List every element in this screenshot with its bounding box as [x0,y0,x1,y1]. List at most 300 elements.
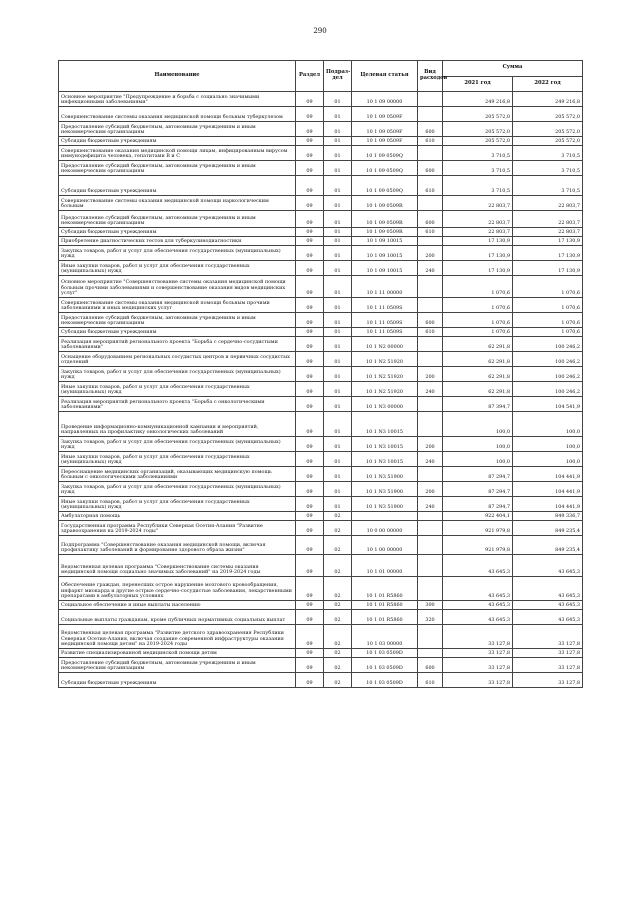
row-sum-2022: 205 572,0 [513,137,583,146]
row-sum-2022: 17 130,9 [513,237,583,246]
row-expense-type: 240 [418,261,443,276]
row-section: 09 [296,276,324,298]
row-subsection: 01 [324,276,352,298]
row-section: 09 [296,482,324,497]
row-section: 09 [296,658,324,673]
row-name: Предоставление субсидий бюджетным, автономным учреждениям и иным некоммерческим организациям [59,211,296,228]
row-sum-2021: 43 645,3 [443,577,513,601]
row-expense-type: 240 [418,452,443,467]
row-expense-type: 610 [418,228,443,237]
row-expense-type [418,555,443,577]
row-subsection: 01 [324,211,352,228]
row-target-article: 10 1 09 0509Q [352,161,418,176]
row-expense-type [418,298,443,313]
row-name: Субсидии бюджетным учреждениям [59,673,296,688]
row-subsection: 01 [324,437,352,452]
row-target-article: 10 1 09 10015 [352,237,418,246]
table-row [59,610,583,625]
row-expense-type: 240 [418,497,443,512]
table-row [59,92,583,107]
row-sum-2021: 62 291,8 [443,367,513,382]
row-sum-2021: 22 803,7 [443,211,513,228]
row-target-article: 10 1 09 0509R [352,228,418,237]
row-sum-2021: 87 294,7 [443,467,513,482]
row-expense-type [418,397,443,412]
table-row [59,328,583,337]
row-expense-type: 600 [418,161,443,176]
row-sum-2022: 33 127,8 [513,625,583,649]
header-year-2021: 2021 год [443,76,513,92]
table-row [59,497,583,512]
row-target-article: 10 1 09 0509F [352,137,418,146]
row-sum-2022: 33 127,8 [513,673,583,688]
row-subsection: 01 [324,382,352,397]
row-target-article: 10 1 03 00000 [352,625,418,649]
row-target-article: 10 1 N3 10015 [352,437,418,452]
row-target-article: 10 1 N3 51900 [352,482,418,497]
row-sum-2021: 1 070,6 [443,328,513,337]
row-target-article: 10 1 00 00000 [352,536,418,555]
row-target-article: 10 1 09 0509R [352,211,418,228]
table-row [59,467,583,482]
row-name: Основное мероприятие "Совершенствование системы оказания медицинской помощи больным прочими заболеваниями и совершенствование оказания видов медицинских услуг" [59,276,296,298]
row-section: 09 [296,261,324,276]
row-target-article: 10 1 09 00000 [352,92,418,107]
row-expense-type: 200 [418,437,443,452]
row-name: Предоставление субсидий бюджетным, автономным учреждениям и иным некоммерческим организациям [59,658,296,673]
row-section: 09 [296,412,324,437]
row-target-article: 10 1 01 R5860 [352,601,418,610]
row-sum-2021: 43 645,3 [443,601,513,610]
row-target-article: 10 1 N2 51920 [352,367,418,382]
row-section: 09 [296,673,324,688]
row-name: Совершенствование оказания медицинской помощи лицам, инфицированным вирусом иммунодефицита человека, гепатитами B и C [59,146,296,161]
row-sum-2022: 849 336,7 [513,512,583,521]
row-section: 09 [296,601,324,610]
row-target-article: 10 1 N3 00000 [352,397,418,412]
row-sum-2022: 205 572,0 [513,107,583,122]
row-section: 09 [296,176,324,196]
table-row [59,107,583,122]
row-name: Иные закупки товаров, работ и услуг для обеспечения государственных (муниципальных) нужд [59,261,296,276]
row-name: Закупка товаров, работ и услуг для обеспечения государственных (муниципальных) нужд [59,482,296,497]
header-section: Раздел [296,61,324,92]
row-name: Оснащение оборудованием региональных сосудистых центров и первичных сосудистых отделений [59,352,296,367]
row-name: Закупка товаров, работ и услуг для обеспечения государственных (муниципальных) нужд [59,246,296,261]
row-sum-2022: 3 710,5 [513,146,583,161]
row-section: 09 [296,196,324,211]
row-subsection: 01 [324,237,352,246]
row-name: Приобретение диагностических тестов для туберкулинодиагностики [59,237,296,246]
row-expense-type [418,521,443,536]
row-sum-2021: 3 710,5 [443,176,513,196]
table-row [59,211,583,228]
row-sum-2022: 1 070,6 [513,328,583,337]
row-sum-2022: 22 803,7 [513,196,583,211]
row-expense-type [418,146,443,161]
row-name: Субсидии бюджетным учреждениям [59,176,296,196]
row-section: 09 [296,397,324,412]
table-row [59,276,583,298]
row-section: 09 [296,367,324,382]
row-section: 09 [296,137,324,146]
row-subsection: 01 [324,412,352,437]
row-section: 09 [296,161,324,176]
row-subsection: 01 [324,261,352,276]
row-subsection: 01 [324,196,352,211]
row-section: 09 [296,625,324,649]
row-sum-2021: 33 127,8 [443,673,513,688]
row-sum-2022: 1 070,6 [513,313,583,328]
row-expense-type: 610 [418,137,443,146]
table-row [59,352,583,367]
table-row [59,482,583,497]
row-section: 09 [296,211,324,228]
row-name: Субсидии бюджетным учреждениям [59,137,296,146]
row-sum-2021: 17 130,9 [443,246,513,261]
row-section: 09 [296,467,324,482]
row-name: Иные закупки товаров, работ и услуг для обеспечения государственных (муниципальных) нужд [59,452,296,467]
row-sum-2021: 100,0 [443,437,513,452]
header-year-2022: 2022 год [513,76,583,92]
row-subsection: 02 [324,536,352,555]
row-sum-2021: 1 070,6 [443,276,513,298]
row-target-article: 10 1 N3 51900 [352,497,418,512]
row-subsection: 02 [324,625,352,649]
row-sum-2021: 17 130,9 [443,237,513,246]
row-section: 09 [296,512,324,521]
row-sum-2021: 100,0 [443,452,513,467]
row-sum-2022: 17 130,9 [513,246,583,261]
row-subsection: 01 [324,497,352,512]
row-sum-2022: 104 541,9 [513,397,583,412]
row-subsection: 02 [324,610,352,625]
table-row [59,437,583,452]
row-subsection: 01 [324,313,352,328]
row-expense-type: 300 [418,601,443,610]
row-expense-type: 600 [418,658,443,673]
table-row [59,649,583,658]
row-name: Проведение информационно-коммуникационной кампании и мероприятий, направленных на профилактику онкологических заболеваний [59,412,296,437]
row-section: 09 [296,521,324,536]
row-target-article [352,512,418,521]
table-row [59,412,583,437]
row-sum-2021: 17 130,9 [443,261,513,276]
row-subsection: 01 [324,397,352,412]
row-target-article: 10 1 09 10015 [352,246,418,261]
row-subsection: 01 [324,337,352,352]
row-name: Закупка товаров, работ и услуг для обеспечения государственных (муниципальных) нужд [59,367,296,382]
row-sum-2022: 43 645,3 [513,555,583,577]
row-expense-type [418,649,443,658]
row-section: 09 [296,577,324,601]
row-sum-2022: 100 246,2 [513,352,583,367]
row-sum-2021: 249 216,8 [443,92,513,107]
row-sum-2021: 922 404,1 [443,512,513,521]
row-section: 09 [296,555,324,577]
row-expense-type [418,536,443,555]
table-row [59,298,583,313]
table-row [59,555,583,577]
table-row [59,397,583,412]
row-section: 09 [296,437,324,452]
row-sum-2022: 849 235,4 [513,521,583,536]
table-row [59,313,583,328]
row-expense-type [418,512,443,521]
row-name: Предоставление субсидий бюджетным, автономным учреждениям и иным некоммерческим организациям [59,313,296,328]
row-target-article: 10 1 11 00000 [352,276,418,298]
row-name: Развитие специализированной медицинской помощи детям [59,649,296,658]
row-expense-type: 600 [418,122,443,137]
row-subsection: 01 [324,367,352,382]
row-target-article: 10 1 01 R5860 [352,610,418,625]
row-sum-2022: 849 235,4 [513,536,583,555]
table-row [59,625,583,649]
row-sum-2021: 921 979,8 [443,521,513,536]
row-target-article: 10 1 N3 51900 [352,467,418,482]
row-subsection: 01 [324,298,352,313]
row-subsection: 01 [324,146,352,161]
row-expense-type [418,107,443,122]
row-section: 09 [296,228,324,237]
row-target-article: 10 1 N3 10015 [352,452,418,467]
row-target-article: 10 1 N3 10015 [352,412,418,437]
row-subsection: 01 [324,122,352,137]
row-sum-2021: 33 127,8 [443,649,513,658]
row-sum-2021: 22 803,7 [443,196,513,211]
row-subsection: 02 [324,649,352,658]
row-subsection: 01 [324,228,352,237]
row-sum-2022: 43 645,3 [513,601,583,610]
row-sum-2021: 22 803,7 [443,228,513,237]
row-sum-2021: 33 127,8 [443,625,513,649]
row-subsection: 01 [324,107,352,122]
row-sum-2021: 62 291,8 [443,382,513,397]
row-sum-2022: 22 803,7 [513,211,583,228]
table-row [59,196,583,211]
row-subsection: 01 [324,467,352,482]
row-expense-type [418,467,443,482]
row-sum-2021: 33 127,8 [443,658,513,673]
row-sum-2021: 87 294,7 [443,482,513,497]
row-subsection: 02 [324,521,352,536]
table-row [59,512,583,521]
table-row [59,261,583,276]
row-section: 09 [296,328,324,337]
row-expense-type: 610 [418,328,443,337]
row-target-article: 10 1 09 10015 [352,261,418,276]
row-expense-type [418,196,443,211]
row-name: Основное мероприятие "Предупреждение и борьба с социально значимыми инфекционными заболеваниями" [59,92,296,107]
row-sum-2021: 62 291,8 [443,337,513,352]
table-body [59,92,583,688]
row-expense-type: 610 [418,673,443,688]
table-row [59,658,583,673]
row-sum-2022: 43 645,3 [513,610,583,625]
table-row [59,337,583,352]
row-section: 09 [296,246,324,261]
row-sum-2021: 205 572,0 [443,122,513,137]
table-row [59,146,583,161]
row-name: Иные закупки товаров, работ и услуг для обеспечения государственных (муниципальных) нужд [59,382,296,397]
row-sum-2022: 100 246,2 [513,382,583,397]
row-target-article: 10 1 09 0509R [352,196,418,211]
header-name: Наименование [59,61,296,92]
row-expense-type: 200 [418,367,443,382]
row-target-article: 10 1 N2 00000 [352,337,418,352]
row-expense-type: 240 [418,382,443,397]
row-section: 09 [296,352,324,367]
table-row [59,161,583,176]
row-subsection: 01 [324,352,352,367]
row-sum-2021: 1 070,6 [443,313,513,328]
table-row [59,228,583,237]
row-section: 09 [296,610,324,625]
row-expense-type [418,412,443,437]
row-sum-2022: 100,0 [513,437,583,452]
row-target-article: 10 1 11 0509S [352,328,418,337]
row-subsection: 02 [324,658,352,673]
row-name: Обеспечение граждан, перенесших острое нарушение мозгового кровообращения, инфаркт миокарда и другие острые сердечно-сосудистые заболевания, лекарственными препаратами в амбулаторных условиях [59,577,296,601]
row-sum-2022: 3 710,5 [513,161,583,176]
row-sum-2021: 3 710,5 [443,161,513,176]
row-sum-2021: 87 394,7 [443,397,513,412]
row-sum-2021: 205 572,0 [443,107,513,122]
row-subsection: 02 [324,512,352,521]
header-sum: Сумма [443,61,583,77]
row-sum-2021: 87 294,7 [443,497,513,512]
table-row [59,137,583,146]
table-row [59,673,583,688]
table-row [59,237,583,246]
row-target-article: 10 1 N2 51920 [352,382,418,397]
row-section: 09 [296,337,324,352]
row-sum-2021: 1 070,6 [443,298,513,313]
row-expense-type: 600 [418,211,443,228]
row-name: Предоставление субсидий бюджетным, автономным учреждениям и иным некоммерческим организациям [59,122,296,137]
row-subsection: 01 [324,246,352,261]
row-name: Субсидии бюджетным учреждениям [59,328,296,337]
row-sum-2022: 17 130,9 [513,261,583,276]
row-name: Совершенствование системы оказания медицинской помощи больным прочими заболеваниями и иных медицинских услуг [59,298,296,313]
row-subsection: 02 [324,673,352,688]
row-target-article: 10 1 01 00000 [352,555,418,577]
row-sum-2022: 43 645,3 [513,577,583,601]
table-row [59,452,583,467]
row-name: Социальное обеспечение и иные выплаты населению [59,601,296,610]
row-name: Реализация мероприятий регионального проекта "Борьба с сердечно-сосудистыми заболеваниями" [59,337,296,352]
row-target-article: 10 1 09 0509Q [352,146,418,161]
row-section: 09 [296,649,324,658]
header-subsection: Подраз-дел [324,61,352,92]
row-section: 09 [296,497,324,512]
row-name: Закупка товаров, работ и услуг для обеспечения государственных (муниципальных) нужд [59,437,296,452]
row-sum-2022: 249 216,8 [513,92,583,107]
row-target-article: 10 1 11 0509S [352,313,418,328]
row-section: 09 [296,107,324,122]
row-target-article: 10 1 01 R5860 [352,577,418,601]
row-expense-type: 200 [418,246,443,261]
page-number: 290 [313,27,327,35]
row-subsection: 02 [324,577,352,601]
row-name: Государственная программа Республики Северная Осетия-Алания "Развитие здравоохранения на 2019-2024 годы" [59,521,296,536]
row-expense-type [418,276,443,298]
row-name: Ведомственная целевая программа "Развитие детского здравоохранения Республики Северная Осетия-Алания, включая создание современной инфраструктуры оказания медицинской помощи детям" на 2019-2024 годы [59,625,296,649]
row-target-article: 10 1 09 0509F [352,107,418,122]
row-section: 09 [296,122,324,137]
row-sum-2022: 33 127,8 [513,649,583,658]
row-name: Амбулаторная помощь [59,512,296,521]
row-section: 09 [296,536,324,555]
row-name: Социальные выплаты гражданам, кроме публичных нормативных социальных выплат [59,610,296,625]
header-target-article: Целевая статья [352,61,418,92]
table-row [59,536,583,555]
row-expense-type [418,577,443,601]
budget-table [58,60,583,688]
row-target-article: 10 1 N2 51920 [352,352,418,367]
row-target-article: 10 1 09 0509F [352,122,418,137]
row-section: 09 [296,237,324,246]
table-row [59,382,583,397]
row-name: Реализация мероприятий регионального проекта "Борьба с онкологическими заболеваниями" [59,397,296,412]
row-expense-type: 610 [418,176,443,196]
header-expense-type: Вид расходов [418,61,443,92]
row-section: 09 [296,92,324,107]
row-subsection: 02 [324,555,352,577]
row-subsection: 01 [324,161,352,176]
row-expense-type: 600 [418,313,443,328]
row-sum-2022: 104 441,9 [513,482,583,497]
row-subsection: 01 [324,328,352,337]
row-section: 09 [296,146,324,161]
row-expense-type [418,337,443,352]
row-target-article: 10 0 00 00000 [352,521,418,536]
row-sum-2022: 104 441,9 [513,497,583,512]
table-row [59,176,583,196]
row-expense-type: 200 [418,482,443,497]
row-sum-2021: 921 979,8 [443,536,513,555]
row-name: Иные закупки товаров, работ и услуг для обеспечения государственных (муниципальных) нужд [59,497,296,512]
row-name: Субсидии бюджетным учреждениям [59,228,296,237]
row-sum-2022: 100 246,2 [513,337,583,352]
row-subsection: 01 [324,92,352,107]
row-name: Переоснащение медицинских организаций, оказывающих медицинскую помощь больным с онкологическими заболеваниями [59,467,296,482]
row-expense-type [418,625,443,649]
row-sum-2021: 100,0 [443,412,513,437]
row-target-article: 10 1 11 0509S [352,298,418,313]
row-name: Ведомственная целевая программа "Совершенствование системы оказания медицинской помощи социально значимых заболеваний" на 2019-2024 годы [59,555,296,577]
row-subsection: 01 [324,452,352,467]
row-sum-2022: 3 710,5 [513,176,583,196]
row-sum-2022: 100 246,2 [513,367,583,382]
row-expense-type [418,352,443,367]
row-name: Совершенствование системы оказания медицинской помощи больным туберкулезом [59,107,296,122]
table-header [59,61,583,92]
row-subsection: 01 [324,176,352,196]
row-sum-2021: 43 645,3 [443,610,513,625]
row-sum-2021: 205 572,0 [443,137,513,146]
table-row [59,367,583,382]
row-sum-2022: 1 070,6 [513,276,583,298]
row-target-article: 10 1 09 0509Q [352,176,418,196]
table-row [59,577,583,601]
table-row [59,601,583,610]
row-sum-2022: 33 127,8 [513,658,583,673]
table-row [59,246,583,261]
row-section: 09 [296,382,324,397]
row-expense-type: 320 [418,610,443,625]
row-subsection: 01 [324,137,352,146]
